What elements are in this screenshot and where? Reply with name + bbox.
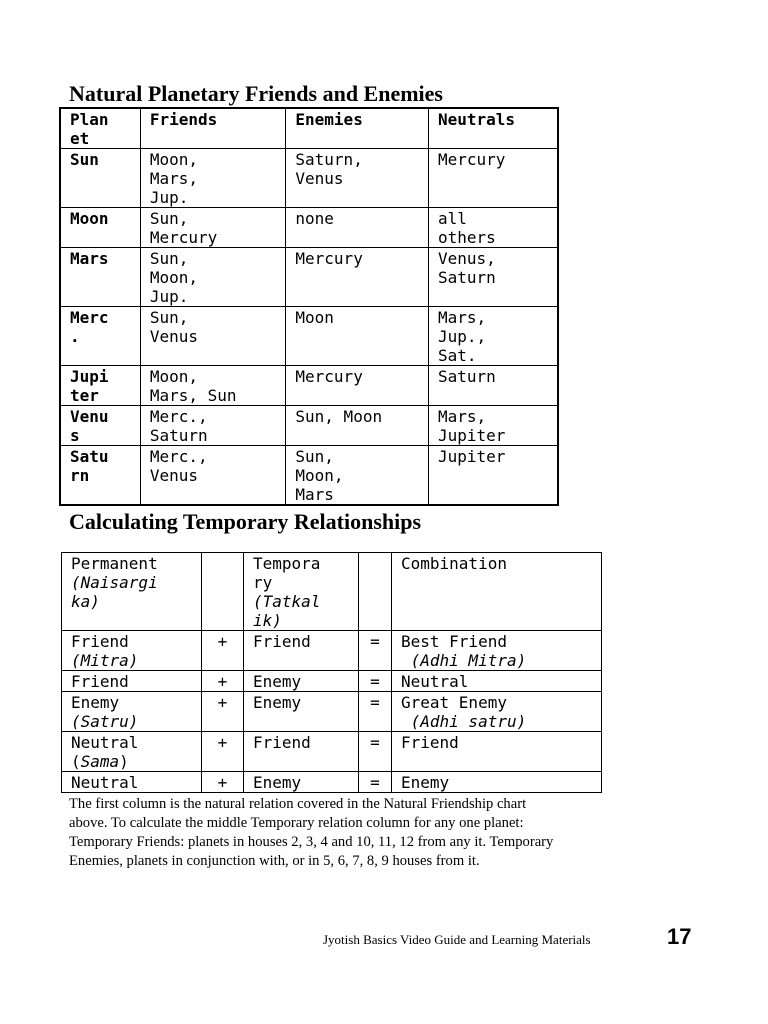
column-header-combination: Combination [392,553,602,631]
permanent-sanskrit: Sama [80,752,120,771]
permanent-cell: Neutral [62,772,202,793]
temporary-cell: Enemy [244,692,359,732]
table-row [60,149,558,208]
friends-cell: Moon, Mars, Sun [140,366,286,406]
plus-sign: + [202,671,244,692]
combination-sanskrit: (Adhi satru) [401,712,527,731]
permanent-cell [62,692,202,732]
friends-cell: Merc., Venus [140,446,286,506]
table-row [60,406,558,446]
enemies-cell: Mercury [286,366,429,406]
column-header-neutrals: Neutrals [428,108,558,149]
permanent-label: Permanent [71,554,158,573]
permanent-sanskrit: (Mitra) [71,651,139,670]
equals-sign: = [359,692,392,732]
table-row [60,208,558,248]
column-header-friends: Friends [140,108,286,149]
section-title-temporary-relationships: Calculating Temporary Relationships [69,509,422,534]
explanation-paragraph: The first column is the natural relation covered in the Natural Friendship chart above. To calculate the middle Temporary relation column for any one planet: Temporary Friends: planets in houses 2, 3, 4 and 10, 11, 12 from any it. Temporary Enemies, planets in conjunction with, or in 5, 6, 7, 8, 9 houses from it. [69,796,554,869]
natural-friends-table [59,107,559,506]
table-row [60,307,558,366]
planet-cell: Moon [60,208,140,248]
combination-cell [392,692,602,732]
plus-sign: + [202,692,244,732]
combination-sanskrit: (Adhi Mitra) [401,651,527,670]
enemies-cell: Mercury [286,248,429,307]
temporary-sanskrit-label: (Tatkal ik) [253,592,321,630]
equals-sign: = [359,631,392,671]
neutrals-cell: Venus, Saturn [428,248,558,307]
operator-cell [202,553,244,631]
table-row [62,692,602,732]
planet-cell: Mars [60,248,140,307]
permanent-paren: ) [119,752,129,771]
table-row [60,366,558,406]
planet-cell: Jupi ter [60,366,140,406]
enemies-cell: Moon [286,307,429,366]
page-number: 17 [667,924,692,949]
table-row [60,446,558,506]
temporary-cell: Enemy [244,772,359,793]
temporary-cell: Enemy [244,671,359,692]
enemies-cell: Saturn, Venus [286,149,429,208]
combination-cell: Enemy [392,772,602,793]
plus-sign: + [202,631,244,671]
plus-sign: + [202,732,244,772]
combination-value: Great Enemy [401,693,507,712]
permanent-value: Friend [71,632,129,651]
table-row [62,671,602,692]
table-row [62,732,602,772]
enemies-cell: none [286,208,429,248]
neutrals-cell: all others [428,208,558,248]
table-row [60,248,558,307]
friends-cell: Moon, Mars, Jup. [140,149,286,208]
equals-sign: = [359,732,392,772]
permanent-cell: Friend [62,671,202,692]
friends-cell: Sun, Moon, Jup. [140,248,286,307]
neutrals-cell: Saturn [428,366,558,406]
enemies-cell: Sun, Moon [286,406,429,446]
permanent-cell [62,631,202,671]
temporary-cell: Friend [244,631,359,671]
permanent-sanskrit: (Satru) [71,712,139,731]
friends-cell: Sun, Mercury [140,208,286,248]
column-header-permanent [62,553,202,631]
friends-cell: Sun, Venus [140,307,286,366]
operator-cell [359,553,392,631]
combination-value: Best Friend [401,632,507,651]
permanent-sanskrit-label: (Naisargi ka) [71,573,158,611]
plus-sign: + [202,772,244,793]
neutrals-cell: Jupiter [428,446,558,506]
permanent-value: Neutral ( [71,733,139,771]
friends-cell: Merc., Saturn [140,406,286,446]
column-header-planet: Plan et [60,108,140,149]
neutrals-cell: Mercury [428,149,558,208]
combination-cell: Neutral [392,671,602,692]
temporary-label: Tempora ry [253,554,321,592]
neutrals-cell: Mars, Jup., Sat. [428,307,558,366]
table-row [62,631,602,671]
table-row [62,772,602,793]
planet-cell: Sun [60,149,140,208]
equals-sign: = [359,772,392,793]
neutrals-cell: Mars, Jupiter [428,406,558,446]
section-title-natural-friends: Natural Planetary Friends and Enemies [69,81,443,106]
permanent-value: Enemy [71,693,120,712]
planet-cell: Satu rn [60,446,140,506]
temporary-cell: Friend [244,732,359,772]
column-header-temporary [244,553,359,631]
footer-title: Jyotish Basics Video Guide and Learning Materials [323,932,591,947]
table-header-row [62,553,602,631]
combination-cell: Friend [392,732,602,772]
combination-cell [392,631,602,671]
column-header-enemies: Enemies [286,108,429,149]
temporary-relationships-table [61,552,602,793]
permanent-cell [62,732,202,772]
planet-cell: Venu s [60,406,140,446]
table-header-row [60,108,558,149]
enemies-cell: Sun, Moon, Mars [286,446,429,506]
equals-sign: = [359,671,392,692]
planet-cell: Merc . [60,307,140,366]
